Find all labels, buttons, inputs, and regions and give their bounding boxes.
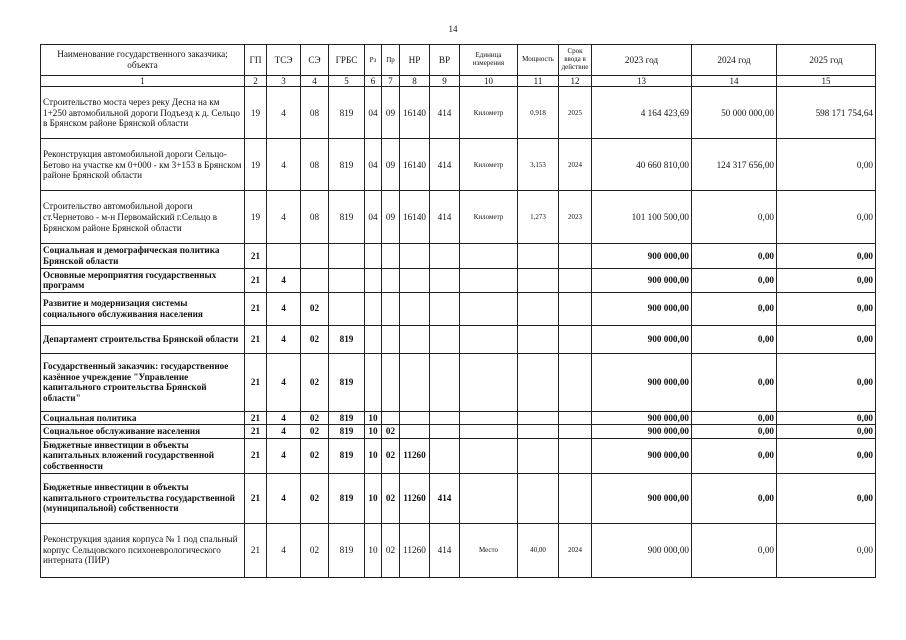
amount-2023-cell: 900 000,00 (592, 425, 692, 439)
amount-2023-cell: 101 100 500,00 (592, 191, 692, 244)
amount-2025-cell: 0,00 (777, 438, 876, 473)
amount-2025-cell: 0,00 (777, 325, 876, 353)
term-cell (559, 425, 592, 439)
amount-2025-cell: 0,00 (777, 473, 876, 523)
gp-cell: 21 (245, 353, 267, 411)
header-2025: 2025 год (777, 45, 876, 76)
object-name-cell: Бюджетные инвестиции в объекты капитального строительства государственной (муниципальной) собственности (41, 473, 245, 523)
tse-cell: 4 (267, 425, 301, 439)
column-number: 3 (267, 76, 301, 87)
object-name-cell: Реконструкция автомобильной дороги Сельцо-Бетово на участке км 0+000 - км 3+153 в Брянском районе Брянской области (41, 139, 245, 191)
amount-2024-cell: 0,00 (692, 425, 777, 439)
rz-cell: 04 (365, 87, 382, 139)
grbs-cell: 819 (329, 425, 365, 439)
column-number-row (41, 76, 876, 87)
capacity-cell (518, 473, 559, 523)
amount-2025-cell: 0,00 (777, 244, 876, 268)
grbs-cell: 819 (329, 87, 365, 139)
rz-cell: 10 (365, 473, 382, 523)
header-2024: 2024 год (692, 45, 777, 76)
table-row (41, 523, 876, 577)
object-name-cell: Бюджетные инвестиции в объекты капитальных вложений государственной собственности (41, 438, 245, 473)
amount-2024-cell: 0,00 (692, 191, 777, 244)
grbs-cell (329, 244, 365, 268)
column-number: 8 (400, 76, 430, 87)
object-name-cell: Строительство автомобильной дороги ст.Чернетово - м-н Первомайский г.Сельцо в Брянском районе Брянской области (41, 191, 245, 244)
np-cell: 16140 (400, 87, 430, 139)
se-cell (301, 268, 329, 292)
object-name-cell: Строительство моста через реку Десна на км 1+250 автомобильной дороги Подъезд к д. Сельцо в Брянском районе Брянской области (41, 87, 245, 139)
amount-2023-cell: 900 000,00 (592, 268, 692, 292)
se-cell: 02 (301, 473, 329, 523)
pr-cell (382, 268, 400, 292)
gp-cell: 21 (245, 292, 267, 325)
amount-2024-cell: 0,00 (692, 353, 777, 411)
column-number: 10 (460, 76, 518, 87)
np-cell (400, 244, 430, 268)
capacity-cell: 3,153 (518, 139, 559, 191)
header-capacity: Мощность (518, 45, 559, 76)
amount-2024-cell: 0,00 (692, 292, 777, 325)
term-cell (559, 438, 592, 473)
pr-cell: 02 (382, 473, 400, 523)
header-gp: ГП (245, 45, 267, 76)
capacity-cell (518, 244, 559, 268)
column-number: 11 (518, 76, 559, 87)
se-cell: 08 (301, 191, 329, 244)
column-number: 13 (592, 76, 692, 87)
pr-cell: 02 (382, 438, 400, 473)
grbs-cell: 819 (329, 411, 365, 425)
header-name: Наименование государственного заказчика; объекта (41, 45, 245, 76)
tse-cell: 4 (267, 268, 301, 292)
unit-cell: Километр (460, 87, 518, 139)
pr-cell: 09 (382, 191, 400, 244)
rz-cell: 10 (365, 523, 382, 577)
term-cell (559, 268, 592, 292)
amount-2025-cell: 0,00 (777, 425, 876, 439)
tse-cell: 4 (267, 139, 301, 191)
object-name-cell: Развитие и модернизация системы социального обслуживания населения (41, 292, 245, 325)
rz-cell (365, 292, 382, 325)
unit-cell (460, 425, 518, 439)
vr-cell (430, 425, 460, 439)
tse-cell: 4 (267, 87, 301, 139)
term-cell: 2023 (559, 191, 592, 244)
table-row (41, 438, 876, 473)
object-name-cell: Государственный заказчик: государственное казённое учреждение "Управление капитального строительства Брянской области" (41, 353, 245, 411)
term-cell (559, 325, 592, 353)
rz-cell: 04 (365, 191, 382, 244)
np-cell (400, 353, 430, 411)
gp-cell: 21 (245, 523, 267, 577)
amount-2024-cell: 0,00 (692, 473, 777, 523)
unit-cell (460, 353, 518, 411)
unit-cell (460, 292, 518, 325)
np-cell: 11260 (400, 523, 430, 577)
table-row (41, 425, 876, 439)
unit-cell (460, 473, 518, 523)
amount-2025-cell: 0,00 (777, 139, 876, 191)
capacity-cell: 40,00 (518, 523, 559, 577)
capacity-cell (518, 325, 559, 353)
term-cell (559, 473, 592, 523)
header-unit: Единица измерения (460, 45, 518, 76)
capacity-cell (518, 353, 559, 411)
se-cell (301, 244, 329, 268)
object-name-cell: Социальная политика (41, 411, 245, 425)
unit-cell: Место (460, 523, 518, 577)
object-name-cell: Основные мероприятия государственных программ (41, 268, 245, 292)
se-cell: 08 (301, 139, 329, 191)
amount-2024-cell: 0,00 (692, 411, 777, 425)
amount-2023-cell: 900 000,00 (592, 523, 692, 577)
tse-cell: 4 (267, 411, 301, 425)
table-row (41, 87, 876, 139)
capacity-cell: 0,918 (518, 87, 559, 139)
table-row (41, 139, 876, 191)
rz-cell: 10 (365, 411, 382, 425)
header-row (41, 45, 876, 76)
header-rz: Рз (365, 45, 382, 76)
amount-2023-cell: 900 000,00 (592, 473, 692, 523)
column-number: 4 (301, 76, 329, 87)
grbs-cell: 819 (329, 353, 365, 411)
capacity-cell (518, 425, 559, 439)
grbs-cell (329, 292, 365, 325)
amount-2024-cell: 0,00 (692, 325, 777, 353)
np-cell: 16140 (400, 139, 430, 191)
np-cell (400, 292, 430, 325)
vr-cell (430, 325, 460, 353)
se-cell: 02 (301, 438, 329, 473)
pr-cell (382, 292, 400, 325)
gp-cell: 21 (245, 473, 267, 523)
tse-cell: 4 (267, 438, 301, 473)
se-cell: 02 (301, 411, 329, 425)
se-cell: 02 (301, 325, 329, 353)
column-number: 1 (41, 76, 245, 87)
capacity-cell (518, 438, 559, 473)
grbs-cell: 819 (329, 523, 365, 577)
object-name-cell: Социальное обслуживание населения (41, 425, 245, 439)
vr-cell (430, 411, 460, 425)
gp-cell: 19 (245, 139, 267, 191)
amount-2024-cell: 0,00 (692, 438, 777, 473)
pr-cell: 02 (382, 425, 400, 439)
column-number: 2 (245, 76, 267, 87)
np-cell (400, 425, 430, 439)
gp-cell: 21 (245, 325, 267, 353)
amount-2025-cell: 598 171 754,64 (777, 87, 876, 139)
rz-cell (365, 325, 382, 353)
grbs-cell: 819 (329, 191, 365, 244)
table-row (41, 411, 876, 425)
column-number: 7 (382, 76, 400, 87)
amount-2025-cell: 0,00 (777, 353, 876, 411)
amount-2024-cell: 0,00 (692, 523, 777, 577)
budget-table (40, 44, 876, 578)
table-row (41, 473, 876, 523)
amount-2023-cell: 900 000,00 (592, 244, 692, 268)
se-cell: 02 (301, 523, 329, 577)
column-number: 14 (692, 76, 777, 87)
unit-cell: Километр (460, 139, 518, 191)
column-number: 9 (430, 76, 460, 87)
table-row (41, 244, 876, 268)
grbs-cell: 819 (329, 139, 365, 191)
amount-2024-cell: 0,00 (692, 244, 777, 268)
object-name-cell: Социальная и демографическая политика Брянской области (41, 244, 245, 268)
header-vr: ВР (430, 45, 460, 76)
page-number: 14 (448, 24, 458, 34)
gp-cell: 21 (245, 411, 267, 425)
grbs-cell: 819 (329, 325, 365, 353)
capacity-cell (518, 411, 559, 425)
vr-cell (430, 438, 460, 473)
np-cell (400, 411, 430, 425)
amount-2025-cell: 0,00 (777, 292, 876, 325)
vr-cell: 414 (430, 87, 460, 139)
rz-cell (365, 353, 382, 411)
rz-cell (365, 244, 382, 268)
column-number: 12 (559, 76, 592, 87)
header-se: СЭ (301, 45, 329, 76)
se-cell: 08 (301, 87, 329, 139)
unit-cell (460, 411, 518, 425)
gp-cell: 21 (245, 438, 267, 473)
pr-cell (382, 244, 400, 268)
header-tse: ТСЭ (267, 45, 301, 76)
rz-cell (365, 268, 382, 292)
unit-cell (460, 325, 518, 353)
amount-2023-cell: 900 000,00 (592, 325, 692, 353)
term-cell (559, 292, 592, 325)
amount-2025-cell: 0,00 (777, 191, 876, 244)
table-row (41, 191, 876, 244)
amount-2024-cell: 50 000 000,00 (692, 87, 777, 139)
tse-cell: 4 (267, 325, 301, 353)
grbs-cell (329, 268, 365, 292)
column-number: 5 (329, 76, 365, 87)
table-row (41, 292, 876, 325)
rz-cell: 10 (365, 438, 382, 473)
grbs-cell: 819 (329, 438, 365, 473)
table-row (41, 353, 876, 411)
amount-2023-cell: 900 000,00 (592, 438, 692, 473)
header-np: НР (400, 45, 430, 76)
amount-2025-cell: 0,00 (777, 411, 876, 425)
np-cell: 11260 (400, 438, 430, 473)
header-term: Срок ввода в действие (559, 45, 592, 76)
term-cell: 2024 (559, 139, 592, 191)
unit-cell: Километр (460, 191, 518, 244)
amount-2023-cell: 40 660 810,00 (592, 139, 692, 191)
column-number: 6 (365, 76, 382, 87)
unit-cell (460, 244, 518, 268)
se-cell: 02 (301, 292, 329, 325)
amount-2024-cell: 124 317 656,00 (692, 139, 777, 191)
grbs-cell: 819 (329, 473, 365, 523)
header-grbs: ГРБС (329, 45, 365, 76)
header-2023: 2023 год (592, 45, 692, 76)
capacity-cell (518, 292, 559, 325)
amount-2023-cell: 900 000,00 (592, 353, 692, 411)
pr-cell (382, 411, 400, 425)
vr-cell (430, 244, 460, 268)
vr-cell: 414 (430, 523, 460, 577)
pr-cell (382, 353, 400, 411)
object-name-cell: Департамент строительства Брянской области (41, 325, 245, 353)
vr-cell (430, 353, 460, 411)
amount-2025-cell: 0,00 (777, 268, 876, 292)
pr-cell: 09 (382, 87, 400, 139)
term-cell: 2024 (559, 523, 592, 577)
tse-cell: 4 (267, 523, 301, 577)
np-cell: 16140 (400, 191, 430, 244)
term-cell (559, 244, 592, 268)
capacity-cell: 1,273 (518, 191, 559, 244)
vr-cell: 414 (430, 473, 460, 523)
tse-cell (267, 244, 301, 268)
amount-2023-cell: 900 000,00 (592, 411, 692, 425)
term-cell (559, 411, 592, 425)
unit-cell (460, 268, 518, 292)
amount-2023-cell: 4 164 423,69 (592, 87, 692, 139)
gp-cell: 19 (245, 191, 267, 244)
column-number: 15 (777, 76, 876, 87)
gp-cell: 21 (245, 425, 267, 439)
np-cell: 11260 (400, 473, 430, 523)
vr-cell: 414 (430, 139, 460, 191)
gp-cell: 21 (245, 244, 267, 268)
np-cell (400, 325, 430, 353)
term-cell: 2025 (559, 87, 592, 139)
pr-cell: 09 (382, 139, 400, 191)
tse-cell: 4 (267, 292, 301, 325)
unit-cell (460, 438, 518, 473)
pr-cell (382, 325, 400, 353)
tse-cell: 4 (267, 353, 301, 411)
vr-cell: 414 (430, 191, 460, 244)
vr-cell (430, 268, 460, 292)
np-cell (400, 268, 430, 292)
se-cell: 02 (301, 353, 329, 411)
term-cell (559, 353, 592, 411)
pr-cell: 02 (382, 523, 400, 577)
vr-cell (430, 292, 460, 325)
amount-2024-cell: 0,00 (692, 268, 777, 292)
gp-cell: 19 (245, 87, 267, 139)
object-name-cell: Реконструкция здания корпуса № 1 под спальный корпус Сельцовского психоневрологического интерната (ПИР) (41, 523, 245, 577)
amount-2025-cell: 0,00 (777, 523, 876, 577)
table-row (41, 268, 876, 292)
amount-2023-cell: 900 000,00 (592, 292, 692, 325)
rz-cell: 10 (365, 425, 382, 439)
gp-cell: 21 (245, 268, 267, 292)
table-row (41, 325, 876, 353)
se-cell: 02 (301, 425, 329, 439)
capacity-cell (518, 268, 559, 292)
tse-cell: 4 (267, 191, 301, 244)
header-pr: Пр (382, 45, 400, 76)
tse-cell: 4 (267, 473, 301, 523)
rz-cell: 04 (365, 139, 382, 191)
